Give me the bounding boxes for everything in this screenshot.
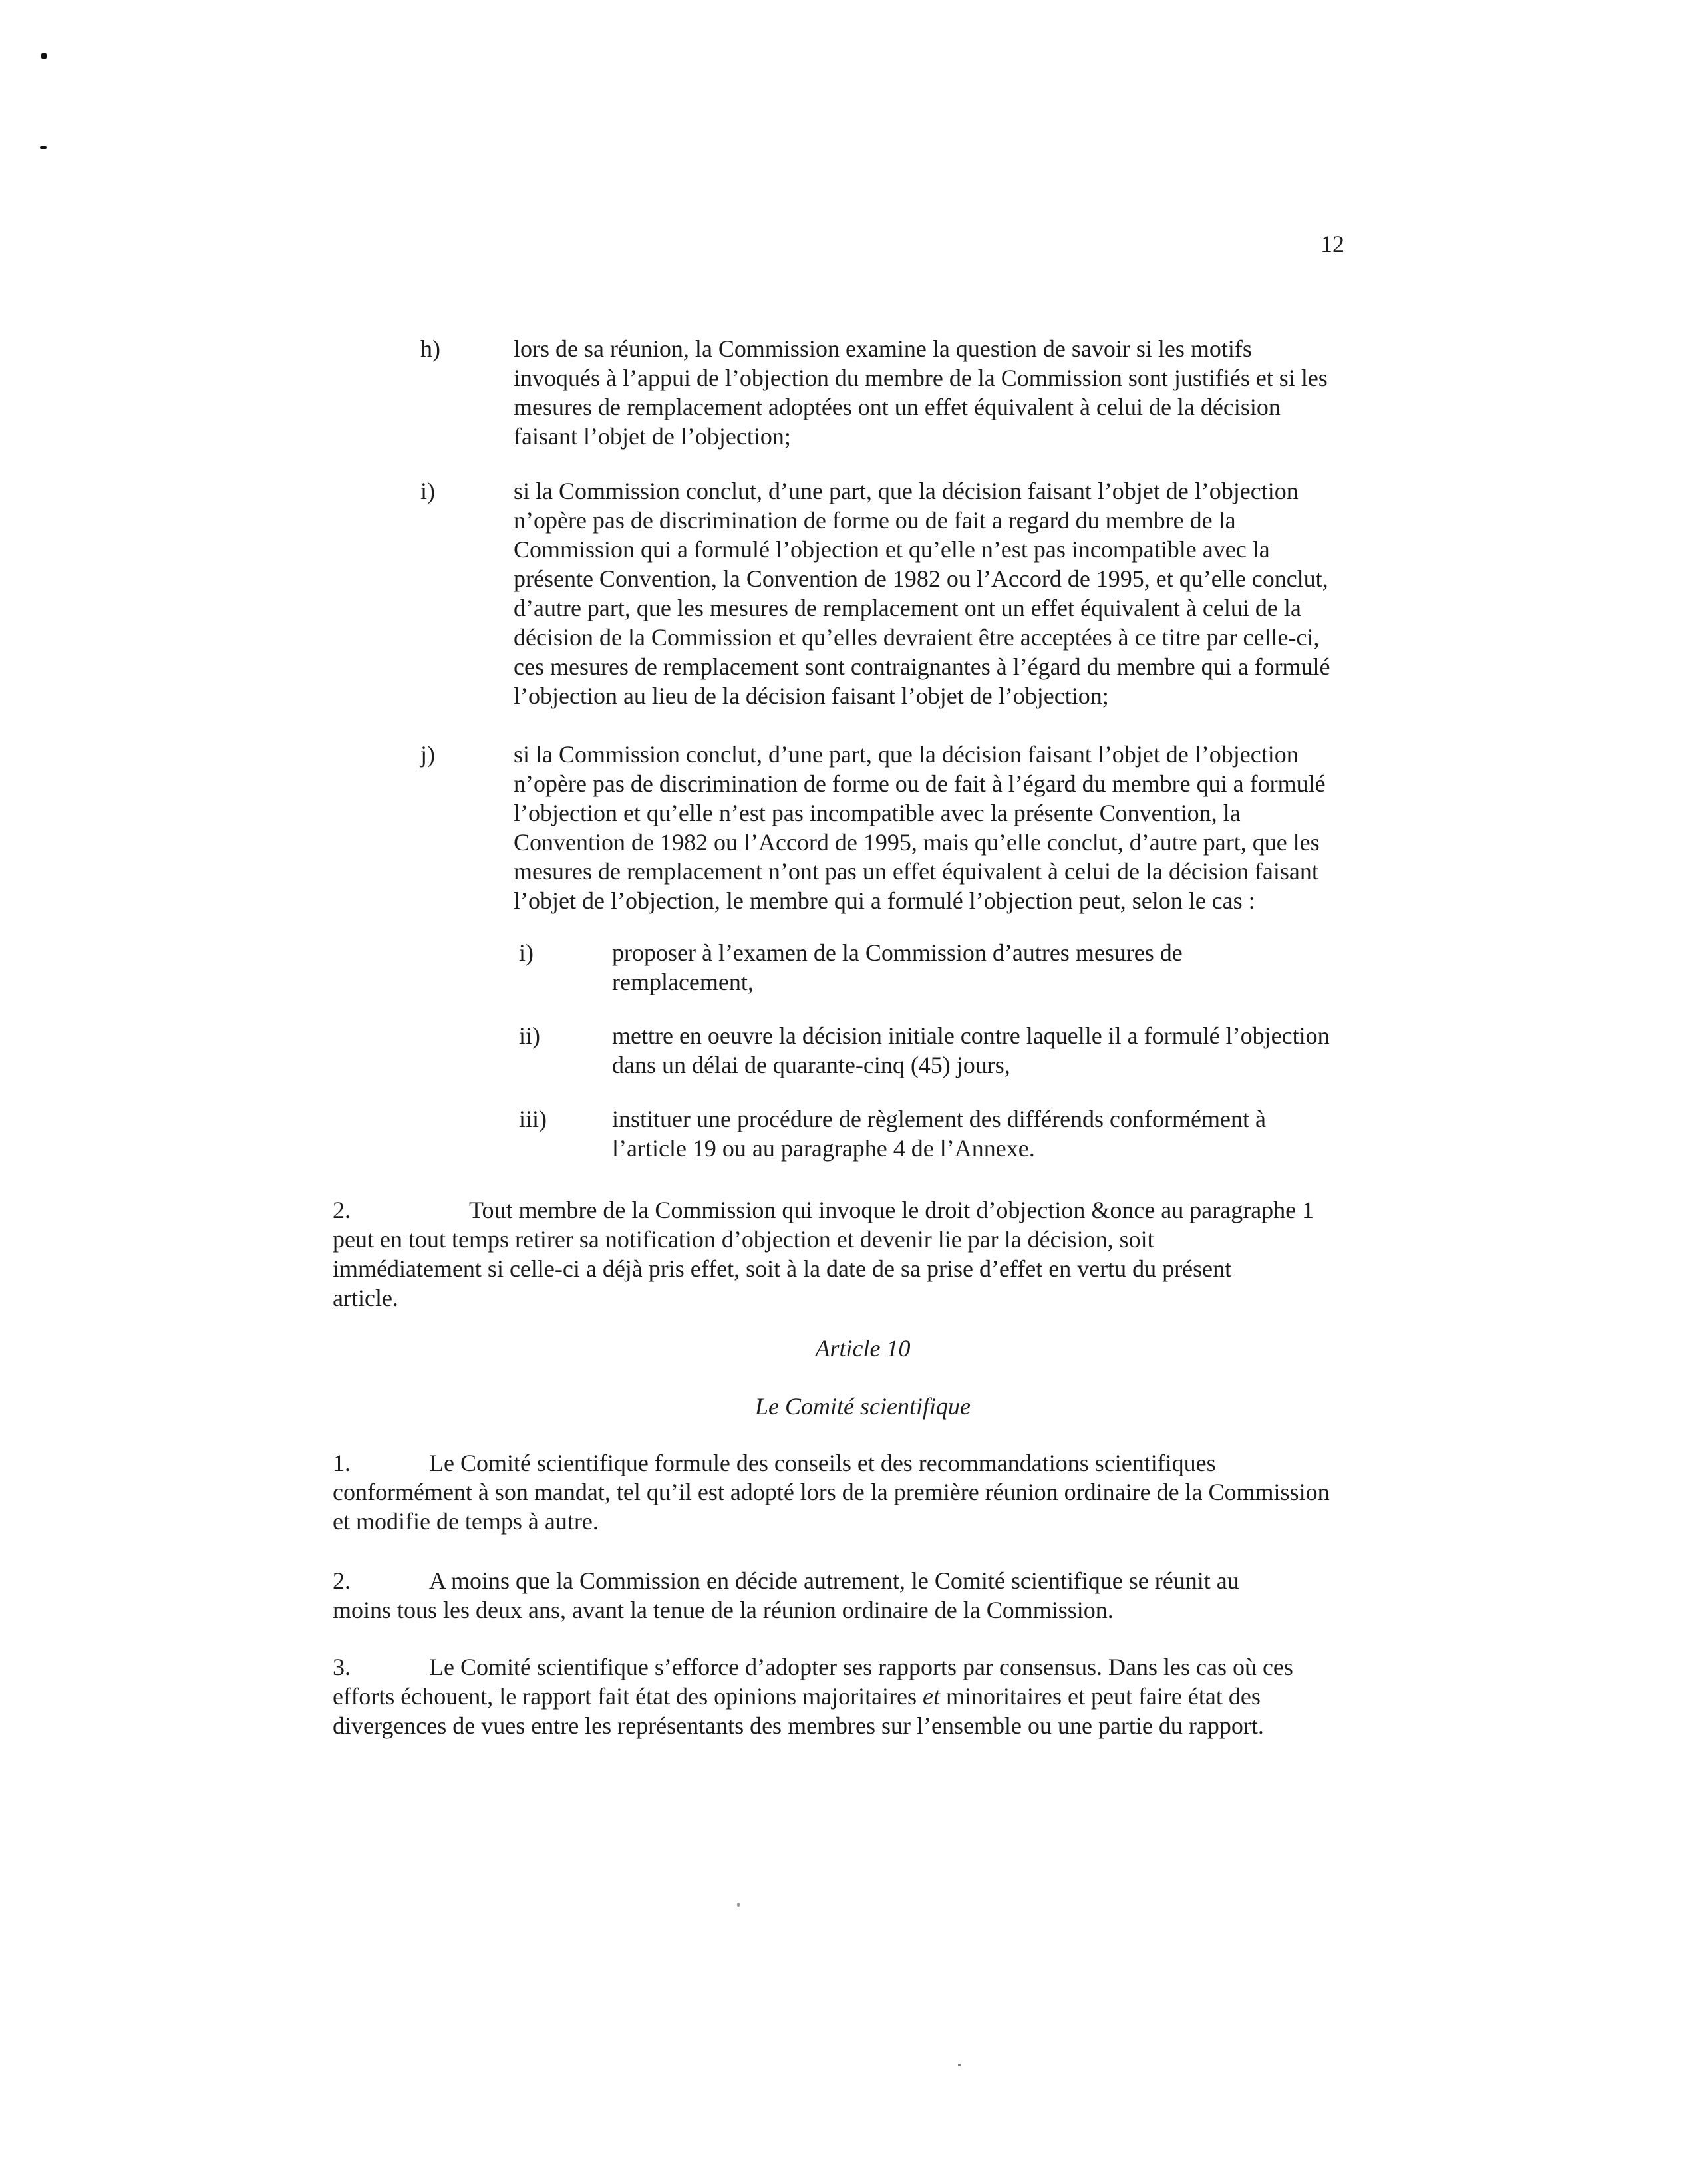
- text-line: immédiatement si celle-ci a déjà pris effet, soit à la date de sa prise d’effet en vertu du présent: [333, 1255, 1232, 1282]
- sub-item-text: [612, 1021, 1330, 1080]
- text-line: l’objet de l’objection, le membre qui a formulé l’objection peut, selon le cas :: [514, 887, 1255, 914]
- text-line: instituer une procédure de règlement des différends conformément à: [612, 1106, 1266, 1132]
- sub-item-text: [612, 1104, 1266, 1163]
- text-line: l’objection et qu’elle n’est pas incompatible avec la présente Convention, la: [514, 800, 1241, 826]
- text-line: proposer à l’examen de la Commission d’autres mesures de: [612, 939, 1183, 966]
- text-line: invoqués à l’appui de l’objection du membre de la Commission sont justifiés et si les: [514, 365, 1328, 391]
- text-line: mesures de remplacement n’ont pas un effet équivalent à celui de la décision faisant: [514, 858, 1318, 885]
- article-heading: Article 10: [815, 1335, 911, 1362]
- scan-speck: [958, 2064, 961, 2066]
- text-line: présente Convention, la Convention de 1982 ou l’Accord de 1995, et qu’elle conclut,: [514, 565, 1328, 592]
- text-fragment: efforts échouent, le rapport fait état des opinions majoritaires: [333, 1683, 923, 1710]
- paragraph-2: [333, 1195, 1314, 1313]
- text-line: décision de la Commission et qu’elles devraient être acceptées à ce titre par celle-ci,: [514, 624, 1320, 651]
- sub-item-label: iii): [519, 1106, 547, 1132]
- text-line: divergences de vues entre les représentants des membres sur l’ensemble ou une partie du rapport.: [333, 1712, 1264, 1739]
- text-line: conformément à son mandat, tel qu’il est adopté lors de la première réunion ordinaire de la Commission: [333, 1479, 1330, 1505]
- text-line: A moins que la Commission en décide autrement, le Comité scientifique se réunit au: [429, 1567, 1239, 1594]
- text-line: si la Commission conclut, d’une part, que la décision faisant l’objet de l’objection: [514, 741, 1299, 768]
- text-line: Tout membre de la Commission qui invoque le droit d’objection &once au paragraphe 1: [469, 1197, 1314, 1223]
- paragraph-number: 1.: [333, 1450, 351, 1476]
- text-line: [333, 1682, 1293, 1711]
- text-line: mettre en oeuvre la décision initiale contre laquelle il a formulé l’objection: [612, 1022, 1330, 1049]
- article-paragraph-1: [333, 1448, 1330, 1536]
- text-line: article.: [333, 1285, 398, 1311]
- text-line: dans un délai de quarante-cinq (45) jours,: [612, 1052, 1010, 1078]
- text-line: Le Comité scientifique s’efforce d’adopter ses rapports par consensus. Dans les cas où ces: [429, 1654, 1293, 1680]
- item-label: h): [420, 335, 440, 362]
- paragraph-first-line: [333, 1448, 1330, 1478]
- text-line: Le Comité scientifique formule des conseils et des recommandations scientifiques: [429, 1450, 1216, 1476]
- item-label: j): [420, 741, 435, 768]
- article-title: Le Comité scientifique: [755, 1393, 971, 1420]
- italic-word: et: [923, 1683, 941, 1710]
- article-paragraph-3: [333, 1652, 1293, 1740]
- text-fragment: minoritaires et peut faire état des: [940, 1683, 1261, 1710]
- text-line: lors de sa réunion, la Commission examine la question de savoir si les motifs: [514, 335, 1252, 362]
- paragraph-first-line: [333, 1652, 1293, 1682]
- item-label: i): [420, 478, 435, 504]
- text-line: ces mesures de remplacement sont contraignantes à l’égard du membre qui a formulé: [514, 653, 1330, 680]
- text-line: et modifie de temps à autre.: [333, 1508, 599, 1535]
- text-line: peut en tout temps retirer sa notification d’objection et devenir lie par la décision, soit: [333, 1226, 1154, 1253]
- text-line: n’opère pas de discrimination de forme ou de fait a regard du membre de la: [514, 507, 1236, 534]
- text-line: mesures de remplacement adoptées ont un effet équivalent à celui de la décision: [514, 394, 1281, 420]
- text-line: Convention de 1982 ou l’Accord de 1995, mais qu’elle conclut, d’autre part, que les: [514, 829, 1320, 856]
- paragraph-number: 2.: [333, 1567, 351, 1594]
- article-paragraph-2: [333, 1566, 1239, 1625]
- text-line: n’opère pas de discrimination de forme ou de fait à l’égard du membre qui a formulé: [514, 770, 1326, 797]
- sub-item-label: i): [519, 939, 534, 966]
- text-line: l’objection au lieu de la décision faisant l’objet de l’objection;: [514, 683, 1109, 709]
- paragraph-number: 2.: [333, 1197, 351, 1223]
- page-number: 12: [1320, 231, 1344, 257]
- text-line: l’article 19 ou au paragraphe 4 de l’Annexe.: [612, 1135, 1035, 1162]
- scan-speck: [737, 1903, 740, 1907]
- paragraph-number: 3.: [333, 1654, 351, 1680]
- text-line: remplacement,: [612, 969, 754, 995]
- text-line: faisant l’objet de l’objection;: [514, 423, 791, 450]
- item-text: [514, 334, 1328, 451]
- item-text: [514, 740, 1326, 915]
- paragraph-first-line: [333, 1566, 1239, 1595]
- item-text: [514, 476, 1330, 710]
- paragraph-first-line: [333, 1195, 1314, 1225]
- scan-speck: [41, 53, 47, 59]
- text-line: d’autre part, que les mesures de remplacement ont un effet équivalent à celui de la: [514, 595, 1301, 621]
- text-line: moins tous les deux ans, avant la tenue de la réunion ordinaire de la Commission.: [333, 1597, 1114, 1623]
- sub-item-text: [612, 938, 1183, 997]
- text-line: Commission qui a formulé l’objection et qu’elle n’est pas incompatible avec la: [514, 536, 1270, 563]
- text-line: si la Commission conclut, d’une part, que la décision faisant l’objet de l’objection: [514, 478, 1299, 504]
- scan-speck: [40, 146, 47, 149]
- sub-item-label: ii): [519, 1022, 540, 1049]
